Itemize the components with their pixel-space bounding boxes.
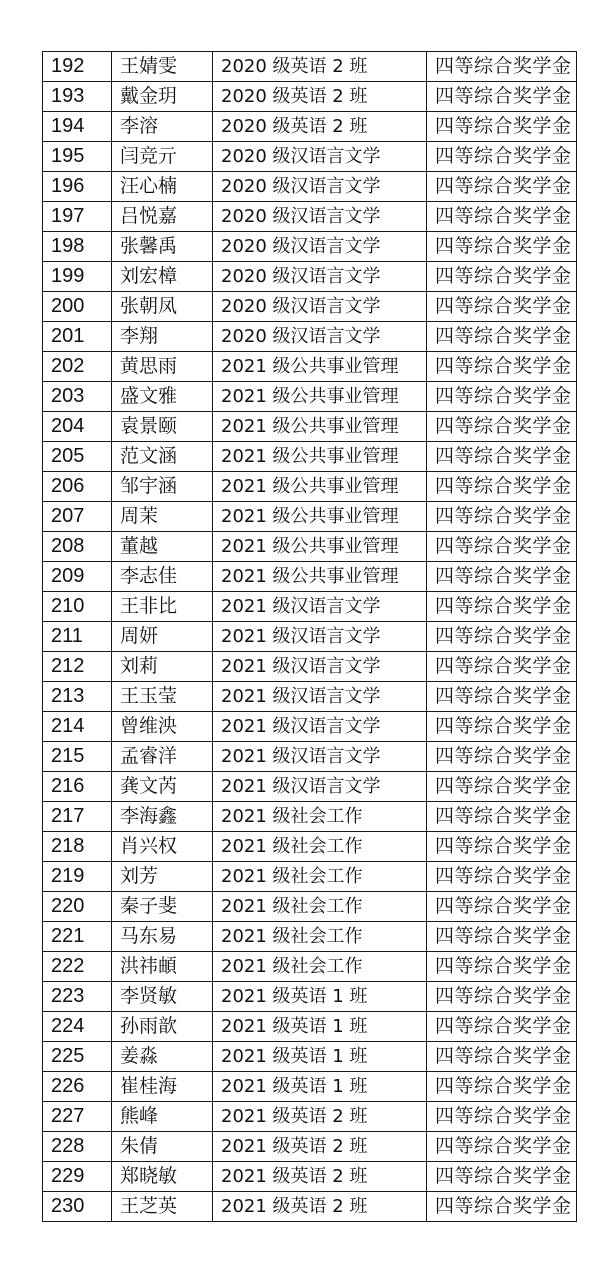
class-cell: 2021 级公共事业管理 (213, 382, 427, 412)
table-row (43, 952, 577, 982)
table-row (43, 1012, 577, 1042)
table-row (43, 832, 577, 862)
student-name-cell: 王芝英 (112, 1192, 213, 1222)
class-cell: 2021 级社会工作 (213, 952, 427, 982)
table-row (43, 442, 577, 472)
student-name-cell: 董越 (112, 532, 213, 562)
student-name-cell: 汪心楠 (112, 172, 213, 202)
table-row (43, 922, 577, 952)
table-row (43, 52, 577, 82)
table-row (43, 112, 577, 142)
serial-number-cell: 224 (43, 1012, 112, 1042)
class-cell: 2020 级汉语言文学 (213, 202, 427, 232)
student-name-cell: 袁景颐 (112, 412, 213, 442)
table-row (43, 682, 577, 712)
serial-number-cell: 213 (43, 682, 112, 712)
student-name-cell: 李志佳 (112, 562, 213, 592)
table-row (43, 472, 577, 502)
table-row (43, 262, 577, 292)
student-name-cell: 郑晓敏 (112, 1162, 213, 1192)
serial-number-cell: 192 (43, 52, 112, 82)
serial-number-cell: 206 (43, 472, 112, 502)
table-row (43, 1042, 577, 1072)
award-cell: 四等综合奖学金 (427, 112, 577, 142)
table-row (43, 652, 577, 682)
class-cell: 2021 级英语 2 班 (213, 1132, 427, 1162)
serial-number-cell: 208 (43, 532, 112, 562)
student-name-cell: 盛文雅 (112, 382, 213, 412)
student-name-cell: 孙雨歆 (112, 1012, 213, 1042)
class-cell: 2020 级汉语言文学 (213, 172, 427, 202)
serial-number-cell: 228 (43, 1132, 112, 1162)
student-name-cell: 孟睿洋 (112, 742, 213, 772)
serial-number-cell: 220 (43, 892, 112, 922)
serial-number-cell: 222 (43, 952, 112, 982)
award-cell: 四等综合奖学金 (427, 232, 577, 262)
student-name-cell: 吕悦嘉 (112, 202, 213, 232)
student-name-cell: 马东易 (112, 922, 213, 952)
award-cell: 四等综合奖学金 (427, 832, 577, 862)
serial-number-cell: 210 (43, 592, 112, 622)
award-cell: 四等综合奖学金 (427, 142, 577, 172)
award-list-body (43, 52, 577, 1222)
award-cell: 四等综合奖学金 (427, 262, 577, 292)
class-cell: 2020 级英语 2 班 (213, 112, 427, 142)
award-cell: 四等综合奖学金 (427, 1192, 577, 1222)
table-row (43, 592, 577, 622)
serial-number-cell: 230 (43, 1192, 112, 1222)
table-row (43, 892, 577, 922)
award-list-sheet (42, 51, 576, 1222)
award-cell: 四等综合奖学金 (427, 682, 577, 712)
table-row (43, 1072, 577, 1102)
serial-number-cell: 219 (43, 862, 112, 892)
table-row (43, 982, 577, 1012)
class-cell: 2021 级英语 1 班 (213, 1012, 427, 1042)
serial-number-cell: 221 (43, 922, 112, 952)
class-cell: 2021 级公共事业管理 (213, 562, 427, 592)
table-row (43, 1132, 577, 1162)
serial-number-cell: 203 (43, 382, 112, 412)
award-cell: 四等综合奖学金 (427, 622, 577, 652)
table-row (43, 232, 577, 262)
serial-number-cell: 225 (43, 1042, 112, 1072)
student-name-cell: 戴金玥 (112, 82, 213, 112)
table-row (43, 802, 577, 832)
student-name-cell: 朱倩 (112, 1132, 213, 1162)
table-row (43, 292, 577, 322)
class-cell: 2020 级汉语言文学 (213, 142, 427, 172)
serial-number-cell: 201 (43, 322, 112, 352)
table-row (43, 142, 577, 172)
student-name-cell: 李海鑫 (112, 802, 213, 832)
class-cell: 2021 级汉语言文学 (213, 742, 427, 772)
serial-number-cell: 199 (43, 262, 112, 292)
award-cell: 四等综合奖学金 (427, 1102, 577, 1132)
class-cell: 2021 级公共事业管理 (213, 532, 427, 562)
class-cell: 2021 级社会工作 (213, 802, 427, 832)
class-cell: 2021 级社会工作 (213, 832, 427, 862)
table-row (43, 322, 577, 352)
table-row (43, 772, 577, 802)
student-name-cell: 刘芳 (112, 862, 213, 892)
student-name-cell: 闫竞亓 (112, 142, 213, 172)
class-cell: 2020 级汉语言文学 (213, 262, 427, 292)
student-name-cell: 龚文芮 (112, 772, 213, 802)
student-name-cell: 周妍 (112, 622, 213, 652)
serial-number-cell: 207 (43, 502, 112, 532)
award-cell: 四等综合奖学金 (427, 412, 577, 442)
table-row (43, 382, 577, 412)
serial-number-cell: 209 (43, 562, 112, 592)
class-cell: 2021 级公共事业管理 (213, 412, 427, 442)
table-row (43, 1102, 577, 1132)
student-name-cell: 邹宇涵 (112, 472, 213, 502)
award-cell: 四等综合奖学金 (427, 1072, 577, 1102)
award-cell: 四等综合奖学金 (427, 292, 577, 322)
class-cell: 2020 级英语 2 班 (213, 82, 427, 112)
award-cell: 四等综合奖学金 (427, 592, 577, 622)
award-cell: 四等综合奖学金 (427, 352, 577, 382)
table-row (43, 562, 577, 592)
serial-number-cell: 215 (43, 742, 112, 772)
award-cell: 四等综合奖学金 (427, 442, 577, 472)
award-cell: 四等综合奖学金 (427, 202, 577, 232)
award-cell: 四等综合奖学金 (427, 52, 577, 82)
table-row (43, 202, 577, 232)
award-cell: 四等综合奖学金 (427, 172, 577, 202)
student-name-cell: 王非比 (112, 592, 213, 622)
serial-number-cell: 218 (43, 832, 112, 862)
class-cell: 2020 级汉语言文学 (213, 292, 427, 322)
serial-number-cell: 195 (43, 142, 112, 172)
class-cell: 2021 级汉语言文学 (213, 682, 427, 712)
class-cell: 2021 级公共事业管理 (213, 472, 427, 502)
award-cell: 四等综合奖学金 (427, 712, 577, 742)
award-cell: 四等综合奖学金 (427, 472, 577, 502)
table-row (43, 742, 577, 772)
serial-number-cell: 202 (43, 352, 112, 382)
table-row (43, 172, 577, 202)
table-row (43, 712, 577, 742)
serial-number-cell: 216 (43, 772, 112, 802)
serial-number-cell: 198 (43, 232, 112, 262)
serial-number-cell: 229 (43, 1162, 112, 1192)
class-cell: 2021 级公共事业管理 (213, 352, 427, 382)
serial-number-cell: 196 (43, 172, 112, 202)
student-name-cell: 李贤敏 (112, 982, 213, 1012)
award-cell: 四等综合奖学金 (427, 1132, 577, 1162)
serial-number-cell: 217 (43, 802, 112, 832)
student-name-cell: 姜淼 (112, 1042, 213, 1072)
class-cell: 2021 级汉语言文学 (213, 712, 427, 742)
student-name-cell: 张朝凤 (112, 292, 213, 322)
award-cell: 四等综合奖学金 (427, 772, 577, 802)
serial-number-cell: 226 (43, 1072, 112, 1102)
award-cell: 四等综合奖学金 (427, 1012, 577, 1042)
student-name-cell: 崔桂海 (112, 1072, 213, 1102)
serial-number-cell: 211 (43, 622, 112, 652)
student-name-cell: 范文涵 (112, 442, 213, 472)
table-row (43, 862, 577, 892)
award-list-table (42, 51, 577, 1222)
award-cell: 四等综合奖学金 (427, 892, 577, 922)
table-row (43, 412, 577, 442)
table-row (43, 1162, 577, 1192)
class-cell: 2020 级汉语言文学 (213, 322, 427, 352)
award-cell: 四等综合奖学金 (427, 982, 577, 1012)
award-cell: 四等综合奖学金 (427, 652, 577, 682)
serial-number-cell: 227 (43, 1102, 112, 1132)
student-name-cell: 王婧雯 (112, 52, 213, 82)
class-cell: 2020 级英语 2 班 (213, 52, 427, 82)
table-row (43, 502, 577, 532)
award-cell: 四等综合奖学金 (427, 322, 577, 352)
award-cell: 四等综合奖学金 (427, 562, 577, 592)
class-cell: 2021 级公共事业管理 (213, 502, 427, 532)
student-name-cell: 王玉莹 (112, 682, 213, 712)
student-name-cell: 熊峰 (112, 1102, 213, 1132)
student-name-cell: 肖兴权 (112, 832, 213, 862)
table-row (43, 82, 577, 112)
student-name-cell: 刘莉 (112, 652, 213, 682)
award-cell: 四等综合奖学金 (427, 532, 577, 562)
award-cell: 四等综合奖学金 (427, 952, 577, 982)
class-cell: 2020 级汉语言文学 (213, 232, 427, 262)
table-row (43, 352, 577, 382)
student-name-cell: 曾维泱 (112, 712, 213, 742)
award-cell: 四等综合奖学金 (427, 802, 577, 832)
class-cell: 2021 级社会工作 (213, 892, 427, 922)
award-cell: 四等综合奖学金 (427, 82, 577, 112)
serial-number-cell: 194 (43, 112, 112, 142)
class-cell: 2021 级汉语言文学 (213, 772, 427, 802)
award-cell: 四等综合奖学金 (427, 1162, 577, 1192)
award-cell: 四等综合奖学金 (427, 742, 577, 772)
table-row (43, 532, 577, 562)
student-name-cell: 周茉 (112, 502, 213, 532)
student-name-cell: 洪祎頔 (112, 952, 213, 982)
award-cell: 四等综合奖学金 (427, 862, 577, 892)
serial-number-cell: 193 (43, 82, 112, 112)
class-cell: 2021 级社会工作 (213, 922, 427, 952)
student-name-cell: 秦子斐 (112, 892, 213, 922)
class-cell: 2021 级汉语言文学 (213, 622, 427, 652)
award-cell: 四等综合奖学金 (427, 1042, 577, 1072)
student-name-cell: 李翔 (112, 322, 213, 352)
award-cell: 四等综合奖学金 (427, 922, 577, 952)
serial-number-cell: 205 (43, 442, 112, 472)
student-name-cell: 刘宏樟 (112, 262, 213, 292)
serial-number-cell: 214 (43, 712, 112, 742)
table-row (43, 1192, 577, 1222)
class-cell: 2021 级英语 1 班 (213, 1072, 427, 1102)
class-cell: 2021 级英语 2 班 (213, 1102, 427, 1132)
class-cell: 2021 级英语 2 班 (213, 1192, 427, 1222)
class-cell: 2021 级汉语言文学 (213, 652, 427, 682)
class-cell: 2021 级英语 2 班 (213, 1162, 427, 1192)
award-cell: 四等综合奖学金 (427, 502, 577, 532)
award-cell: 四等综合奖学金 (427, 382, 577, 412)
student-name-cell: 张馨禹 (112, 232, 213, 262)
table-row (43, 622, 577, 652)
student-name-cell: 黄思雨 (112, 352, 213, 382)
serial-number-cell: 197 (43, 202, 112, 232)
class-cell: 2021 级社会工作 (213, 862, 427, 892)
class-cell: 2021 级公共事业管理 (213, 442, 427, 472)
serial-number-cell: 223 (43, 982, 112, 1012)
class-cell: 2021 级汉语言文学 (213, 592, 427, 622)
student-name-cell: 李溶 (112, 112, 213, 142)
class-cell: 2021 级英语 1 班 (213, 1042, 427, 1072)
serial-number-cell: 204 (43, 412, 112, 442)
class-cell: 2021 级英语 1 班 (213, 982, 427, 1012)
serial-number-cell: 212 (43, 652, 112, 682)
serial-number-cell: 200 (43, 292, 112, 322)
